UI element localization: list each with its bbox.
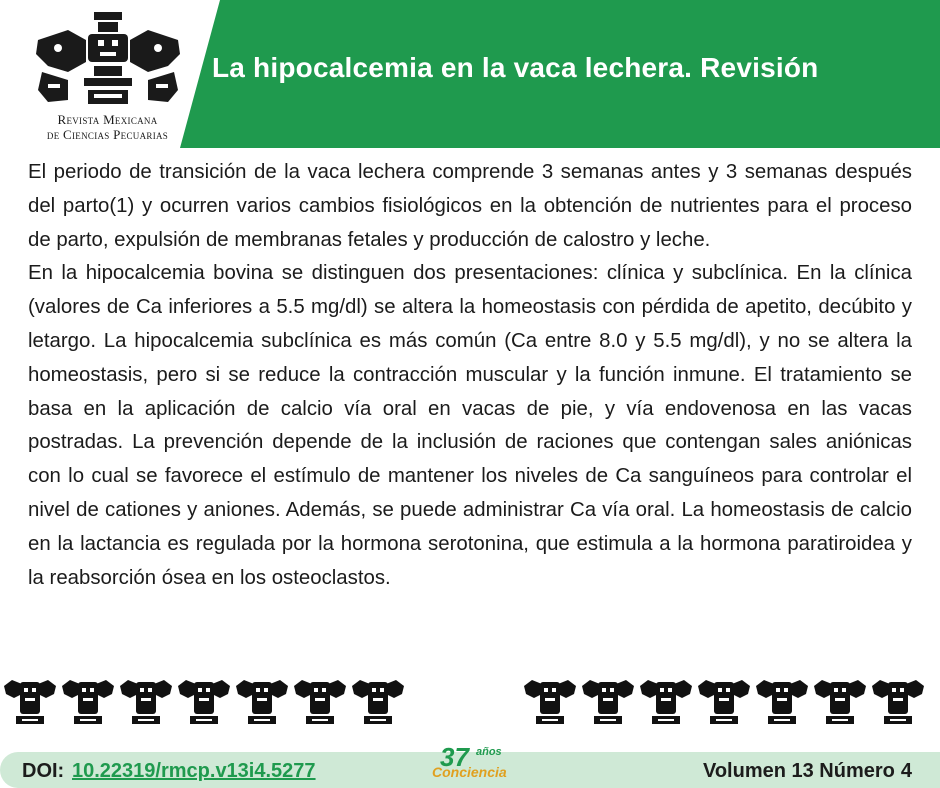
doi-link[interactable]: 10.22319/rmcp.v13i4.5277 <box>72 760 316 782</box>
volume-issue <box>697 760 912 783</box>
issue-number: 4 <box>900 760 912 782</box>
volume-label: Volumen 13 Número <box>702 760 895 782</box>
body-paragraph-2: En la hipocalcemia bovina se distinguen dos presentaciones: clínica y subclínica. En la clínica (valores de Ca inferiores a 5.5 mg/dl) se altera la homeostasis con pérdida de apetito, decúbito y letargo. La hipocalcemia subclínica es más común (Ca entre 8.0 y 5.5 mg/dl), y no se altera la homeostasis, pero si se reduce la contracción muscular y la función inmune. El tratamiento se basa en la aplicación de calcio vía oral en vacas de pie, y vía endovenosa en las vacas postradas. La prevención depende de la inclusión de raciones que contengan sales aniónicas con lo cual se favorece el estímulo de mantener los niveles de Ca sanguíneos para controlar el nivel de cationes y aniones. Además, se puede administrar Ca vía oral. La homeostasis de calcio en la lactancia es regulada por la hormona serotonina, que estimula a la hormona paratiroidea y la reabsorción ósea en los osteoclastos. <box>28 262 912 589</box>
body-paragraph-1: El periodo de transición de la vaca lechera comprende 3 semanas antes y 3 semanas después del parto(1) y ocurren varios cambios fisiológicos en la obtención de nutrientes para el proceso de parto, expulsión de membranas fetales y producción de calostro y leche. <box>28 161 912 251</box>
article-title: La hipocalcemia en la vaca lechera. Revisión <box>212 52 819 83</box>
anniversary-logo <box>430 742 510 786</box>
doi-label: DOI: <box>22 760 65 782</box>
anniversary-suffix: años <box>476 746 502 758</box>
journal-name-line2: de Ciencias Pecuarias <box>46 127 169 142</box>
anniversary-number: 37 <box>440 742 469 772</box>
article-body <box>28 156 912 595</box>
cattle-ornament-right-icon <box>522 670 940 730</box>
anniversary-word: Conciencia <box>432 764 507 780</box>
cattle-ornament-left-icon <box>2 670 420 730</box>
journal-name-line1: Revista Mexicana <box>57 112 158 127</box>
journal-logo <box>20 10 190 140</box>
cattle-emblem-icon <box>28 10 188 110</box>
